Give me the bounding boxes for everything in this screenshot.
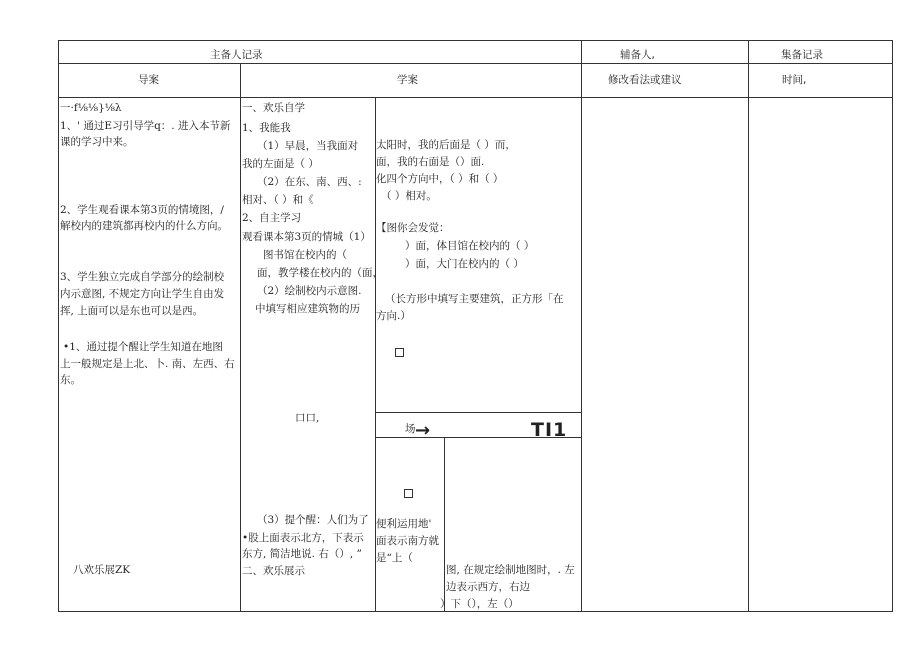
- collective-record-header: 集备记录: [781, 49, 823, 61]
- study-sub-r7: ）面，大门在校内的（ ）: [405, 258, 524, 270]
- study-suggestion-divider: [581, 40, 582, 612]
- study-sub-r6: ）面，体目馆在校内的（ ）: [405, 240, 535, 252]
- study-item-2: 2、自主学习: [242, 212, 302, 224]
- inner-col-divider: [444, 437, 445, 612]
- study-item-1-q2b: 相对、（ ）和《: [242, 194, 314, 206]
- study-sub-r1: 太阳时，我的后面是（ ）而，: [376, 139, 516, 151]
- study-sub-r4: （ ）相对。: [381, 190, 437, 202]
- study-sub-b3: 是“上（: [376, 552, 413, 564]
- study-sub-r8: （长方形中填写主要建筑，正方形「在: [385, 293, 564, 305]
- suggestion-time-divider: [748, 40, 749, 612]
- guide-p1-line1: 1、' 通过E习引导学q：. 进入本节新: [60, 120, 231, 132]
- study-column-header: 学案: [397, 74, 418, 86]
- guide-p4-line3: 东。: [60, 374, 81, 386]
- study-sub-r2: 面，我的右面是（）面.: [376, 156, 485, 168]
- study-item-1: 1、我能我: [242, 122, 291, 134]
- square-box-1: [395, 348, 404, 357]
- guide-p3-line1: 3、学生独立完成自学部分的绘制校: [60, 271, 225, 283]
- study-mid-text: 口口,: [295, 412, 320, 424]
- study-sub-b1: 便利运用地': [376, 518, 432, 530]
- guide-p4-line1: •1、通过提个醒让学生知道在地图: [63, 341, 223, 353]
- arrow-right-icon: →: [415, 420, 431, 441]
- study-tip-line1: （3）提个醒：人们为了: [257, 514, 369, 526]
- study-tip-line2: •股上面表示北方，下表示: [242, 532, 364, 544]
- guide-p4-line2: 上一般规定是上北、卜. 南、左西、右: [60, 358, 235, 370]
- assistant-header: 辅备人,: [620, 49, 655, 61]
- study-item-2-line4: （2）绘制校内示意图.: [257, 285, 362, 297]
- study-sub-r3: 化四个方向中，（ ）和（ ）: [376, 173, 504, 185]
- inner-row-top: [375, 412, 581, 413]
- guide-p1-line2: 课的学习中来。: [60, 136, 134, 148]
- guide-p2-line1: 2、学生观看课本第3页的情境图，/: [60, 204, 224, 216]
- study-sub-r9: 方向.）: [376, 310, 411, 322]
- suggestion-column-header: 修改看法或建议: [608, 74, 682, 86]
- study-sub-c3: ）下（），左（）: [440, 598, 519, 610]
- guide-title: 一·f⅛⅛}⅛λ: [60, 102, 122, 114]
- study-item-1-q2: （2）在东、南、西、:: [257, 176, 362, 188]
- study-item-2-line1: 观看课本第3页的情城（1）: [242, 231, 371, 243]
- study-sub-r5: 【图你会发觉：: [376, 222, 450, 234]
- header-divider: [58, 63, 892, 64]
- table-top-border: [58, 40, 892, 41]
- study-sub-c2: 边表示西方，右边: [446, 581, 530, 593]
- time-column-header: 时间,: [782, 74, 807, 86]
- main-record-header: 主备人记录: [210, 49, 263, 61]
- guide-study-divider: [240, 63, 241, 612]
- study-item-2-line3: 面，教学楼在校内的（面，: [257, 267, 383, 279]
- study-sub-b2: 面表示南方就: [376, 535, 439, 547]
- table-right-border: [892, 40, 893, 612]
- square-box-2: [404, 489, 413, 498]
- study-tip-line3: 东方, 简洁地说. 右（）, ”: [242, 548, 362, 560]
- subheader-divider: [58, 97, 892, 98]
- study-item-2-line2: 图书馆在校内的（: [263, 249, 347, 261]
- study-item-2-line5: 中填写相应建筑物的历: [255, 303, 360, 315]
- guide-footer: 八欢乐展ZK: [73, 564, 131, 576]
- study-sub-c1: 图, 在规定绘制地图时，. 左: [446, 564, 575, 576]
- study-item-1-q1b: 我的左面是（ ）: [242, 158, 319, 170]
- guide-p2-line2: 解校内的建筑都再校内的什么方向。: [60, 220, 228, 232]
- guide-column-header: 导案: [138, 74, 159, 86]
- table-left-border: [58, 40, 59, 612]
- study-item-1-q1: （1）早晨，当我面对: [257, 140, 359, 152]
- field-label: 场: [405, 423, 416, 435]
- guide-p3-line3: 挥, 上面可以是东也可以是西。: [60, 305, 204, 317]
- large-letters: TI1: [531, 419, 568, 441]
- study-section-2: 二、欢乐展示: [242, 565, 305, 577]
- study-section-1: 一、欢乐自学: [242, 102, 305, 114]
- guide-p3-line2: 内示意图, 不规定方向让学生自由发: [60, 288, 225, 300]
